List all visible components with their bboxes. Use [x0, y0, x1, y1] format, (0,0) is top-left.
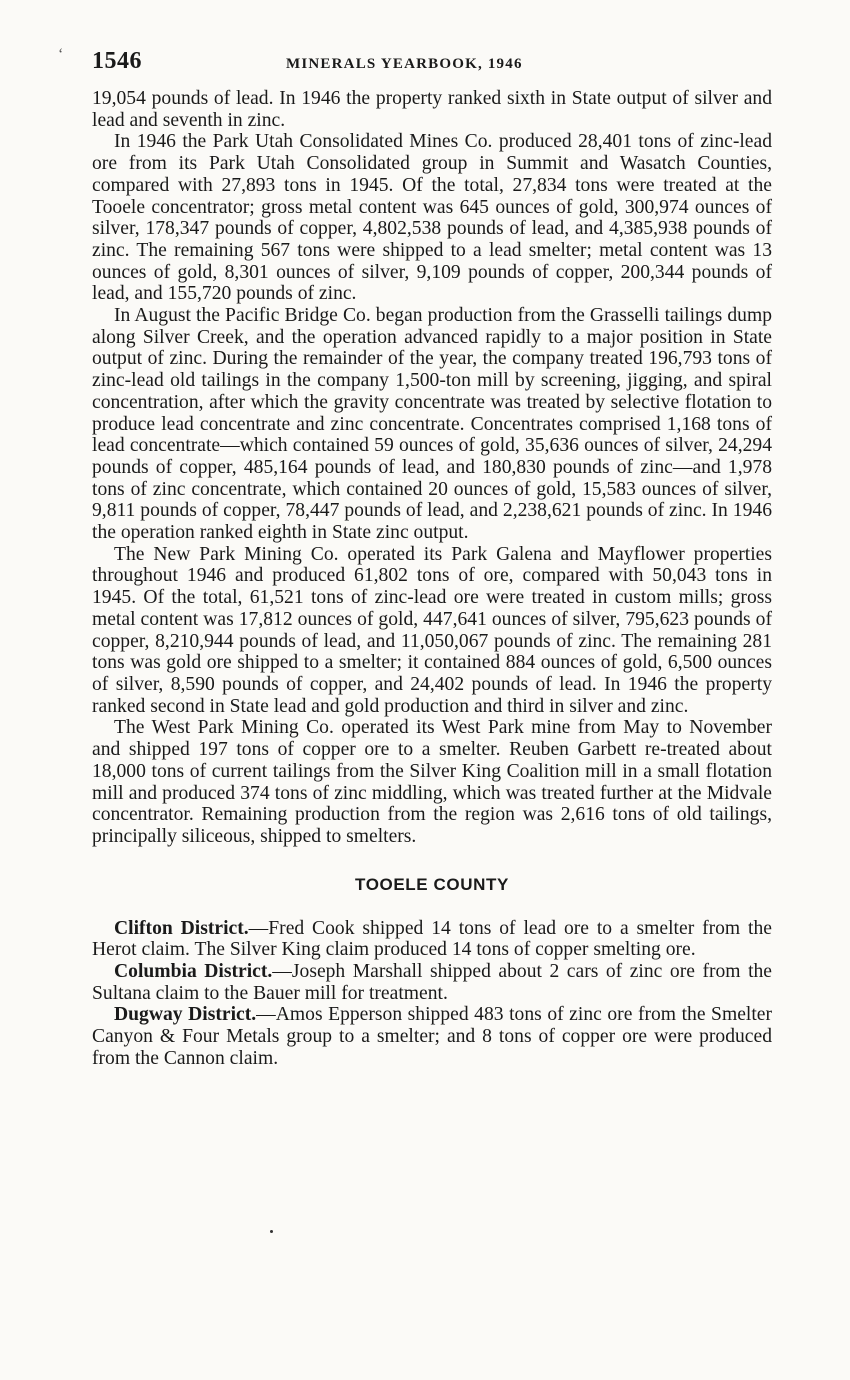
document-page [92, 48, 772, 1070]
district-text: —Fred Cook shipped 14 tons of lead ore to a smelter from the Herot claim. The Silver King claim produced 14 tons of copper smelting ore. [92, 917, 772, 961]
page-number: 1546 [92, 48, 142, 74]
district-name: Dugway District. [114, 1004, 257, 1026]
district-list [92, 918, 772, 1070]
paragraph-park-utah: In 1946 the Park Utah Consolidated Mines Co. produced 28,401 tons of zinc-lead ore from its Park Utah Consolidated group in Summit and Wasatch Counties, compared with 27,893 tons in 1945. Of the total, 27,834 tons were treated at the Tooele concentrator; gross metal content was 645 ounces of gold, 300,974 ounces of silver, 178,347 pounds of copper, 4,802,538 pounds of lead, and 4,385,938 pounds of zinc. The remaining 567 tons were shipped to a lead smelter; metal content was 13 ounces of gold, 8,301 ounces of silver, 9,109 pounds of copper, 200,344 pounds of lead, and 155,720 pounds of zinc. [92, 131, 772, 305]
district-name: Columbia District. [114, 961, 273, 983]
district-text: —Joseph Marshall shipped about 2 cars of zinc ore from the Sultana claim to the Bauer mill for treatment. [92, 961, 773, 1004]
body-text [92, 88, 772, 848]
district-entry-clifton [92, 918, 772, 961]
section-heading: TOOELE COUNTY [355, 874, 509, 894]
stray-dot [270, 1230, 273, 1233]
district-entry-dugway [92, 1004, 772, 1069]
paragraph-west-park: The West Park Mining Co. operated its West Park mine from May to November and shipped 197 tons of copper ore to a smelter. Reuben Garbett re-treated about 18,000 tons of current tailings from the Silver King Coalition mill in a small flotation mill and produced 374 tons of zinc middling, which was treated further at the Midvale concentrator. Remaining production from the region was 2,616 tons of old tailings, principally siliceous, shipped to smelters. [92, 717, 772, 847]
district-entry-columbia [92, 961, 772, 1004]
paragraph-pacific-bridge: In August the Pacific Bridge Co. began production from the Grasselli tailings dump along Silver Creek, and the operation advanced rapidly to a major position in State output of zinc. During the remainder of the year, the company treated 196,793 tons of zinc-lead old tailings in the company 1,500-ton mill by screening, jigging, and spiral concentration, after which the gravity concentrate was treated by selective flotation to produce lead concentrate and zinc concentrate. Concentrates comprised 1,168 tons of lead concentrate—which contained 59 ounces of gold, 35,636 ounces of silver, 24,294 pounds of copper, 485,164 pounds of lead, and 180,830 pounds of zinc—and 1,978 tons of zinc concentrate, which contained 20 ounces of gold, 15,583 ounces of silver, 9,811 pounds of copper, 78,447 pounds of lead, and 2,238,621 pounds of zinc. In 1946 the operation ranked eighth in State zinc output. [92, 305, 772, 544]
paragraph-continuation: 19,054 pounds of lead. In 1946 the property ranked sixth in State output of silver and lead and seventh in zinc. [92, 88, 772, 131]
running-title: MINERALS YEARBOOK, 1946 [286, 56, 523, 72]
margin-mark: ‘ [58, 46, 64, 63]
district-name: Clifton District. [114, 917, 249, 939]
running-head [92, 48, 772, 80]
paragraph-new-park: The New Park Mining Co. operated its Park Galena and Mayflower properties throughout 1946 and produced 61,802 tons of ore, compared with 50,043 tons in 1945. Of the total, 61,521 tons of zinc-lead ore were treated in custom mills; gross metal content was 17,812 ounces of gold, 447,641 ounces of silver, 795,623 pounds of copper, 8,210,944 pounds of lead, and 11,050,067 pounds of zinc. The remaining 281 tons was gold ore shipped to a smelter; it contained 884 ounces of gold, 6,500 ounces of silver, 8,590 pounds of copper, and 24,402 pounds of lead. In 1946 the property ranked second in State lead and gold production and third in silver and zinc. [92, 543, 772, 717]
district-text: —Amos Epperson shipped 483 tons of zinc ore from the Smelter Canyon & Four Metals group to a smelter; and 8 tons of copper ore were produced from the Cannon claim. [92, 1004, 773, 1069]
